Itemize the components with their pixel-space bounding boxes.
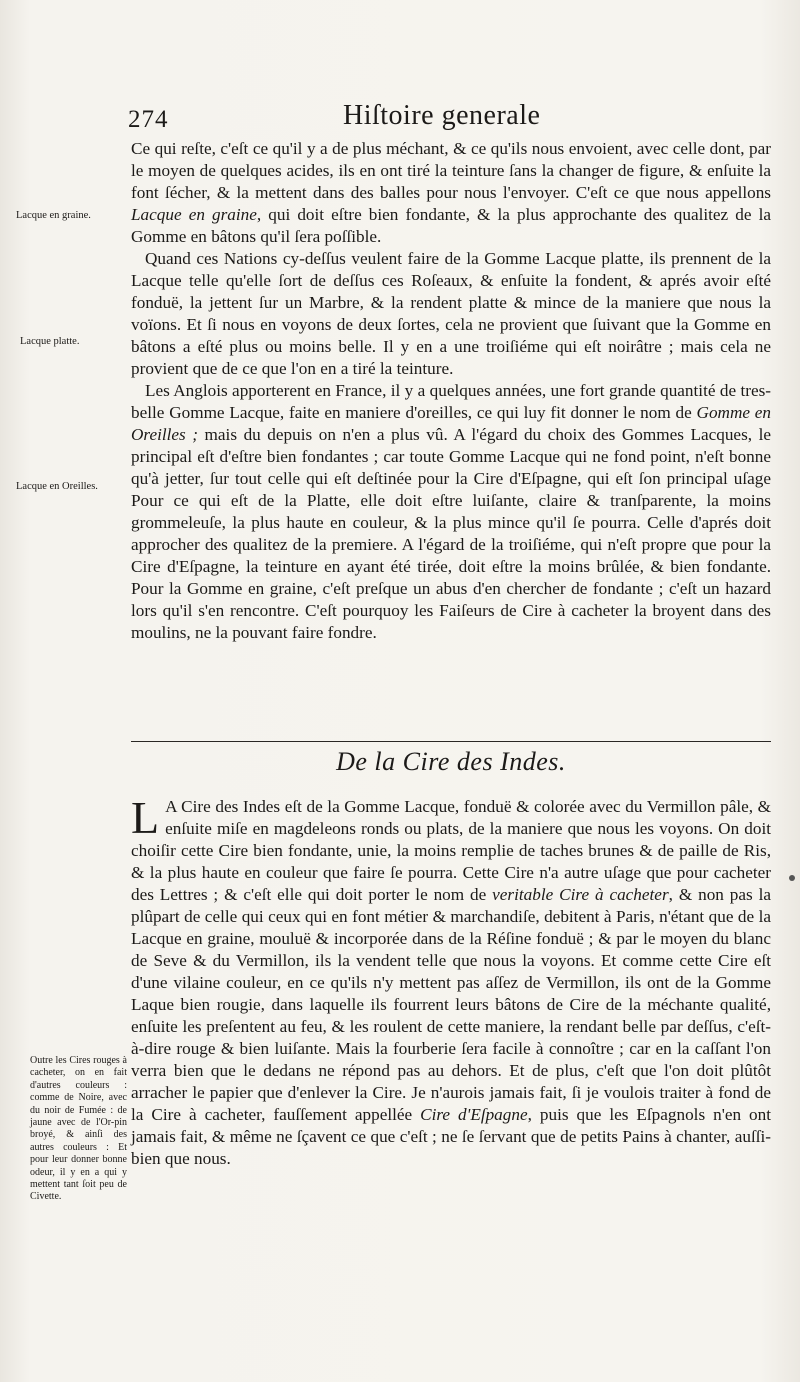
section-gomme-lacque [131,138,771,644]
section-divider [131,741,771,742]
drop-cap: L [131,792,160,843]
page-number: 274 [128,106,169,133]
section-cire-des-indes [131,792,771,1170]
paragraph-cire-des-indes [131,792,771,1170]
emphasis-term: veritable Cire à cacheter [492,885,669,904]
section-heading: De la Cire des Indes. [336,747,566,776]
paragraph-text: A Cire des Indes eſt de la Gomme Lacque, fonduë & colorée avec du Vermillon pâle, & enſuite miſe en magdeleons ronds ou plats, de la maniere que nous les voyons. On doit choiſir cette Cire bien fondante, unie, la moins remplie de taches brunes & de paille de Ris, & la plus haute en couleur que faire ſe pourra. Cette Cire n'a autre uſage que pour cacheter des Lettres ; & c'eſt elle qui doit porter le nom de [131,797,771,904]
emphasis-term: Gomme en Oreilles ; [131,403,772,444]
paper-speck [789,875,795,881]
paragraph-text: , qui doit eſtre bien fondante, & la plus approchante des qualitez de la Gomme en bâtons qu'il ſera poſſible. [131,205,771,246]
paragraph-lacque-en-graine [131,138,771,248]
paragraph-text: , puis que les Eſpagnols n'en ont jamais fait, & même ne ſçavent ce que c'eſt ; ne ſe ſervant que de petits Pains à chanter, auſſi-bien que nous. [131,1105,771,1168]
running-head [128,100,768,136]
paragraph-text: Les Anglois apporterent en France, il y a quelques années, une fort grande quantité de tres-belle Gomme Lacque, faite en maniere d'oreilles, ce qui luy fit donner le nom de [131,381,771,422]
emphasis-term: Lacque en graine [131,205,257,224]
margin-note-lacque-en-graine: Lacque en graine. [16,210,91,221]
paragraph-text: Ce qui reſte, c'eſt ce qu'il y a de plus méchant, & ce qu'ils nous envoient, avec celle dont, par le moyen de quelques acides, ils en ont tiré la teinture ſans la changer de figure, & enſuite la font ſécher, & la mettent dans des balles pour nous l'envoyer. C'eſt ce que nous appellons [131,139,771,202]
margin-note-lacque-en-oreilles: Lacque en Oreilles. [16,481,98,492]
paragraph-text: , & non pas la plûpart de celle qui ceux qui en font métier & marchandiſe, debitent à Paris, n'étant que de la Lacque en graine, mouluë & incorporée dans de la Réſine fonduë ; & par le moyen du blanc de Seve & du Vermillon, ils la vendent telle que nous la voyons. Et comme cette Cire eſt d'une vilaine couleur, en ce qu'ils n'y mettent pas aſſez de Vermillon, ils ont de la Gomme Laque bien rougie, dans laquelle ils fourrent leurs bâtons de Cire de la méchante qualité, enſuite les preſentent au feu, & les roulent de cette maniere, la rendant belle par deſſus, c'eſt-à-dire rouge & bien luiſante. Mais la fourberie ſera facile à connoître ; car en la caſſant l'on verra bien que le dedans ne répond pas au dehors. Et de plus, c'eſt que l'on doit plûtôt arracher le papier que d'enlever la Cire. Je n'aurois jamais fait, ſi je voulois traiter à fond de la Cire à cacheter, fauſſement appellée [131,885,771,1124]
margin-note-lacque-platte: Lacque platte. [20,336,80,347]
paragraph-gomme-en-oreilles [131,380,771,644]
paragraph-lacque-platte: Quand ces Nations cy-deſſus veulent faire de la Gomme Lacque platte, ils prennent de la Lacque telle qu'elle ſort de deſſus ces Roſeaux, & enſuite la fondent, & aprés avoir eſté fonduë, la jettent ſur un Marbre, & la rendent platte & mince de la maniere que nous la voïons. Et ſi nous en voyons de deux ſortes, cela ne provient que ſuivant que la Gomme en bâtons a eſté plus ou moins belle. Il y en a une troiſiéme qui eſt noirâtre ; mais cela ne provient que de ce que l'on en a tiré la teinture. [131,249,771,378]
running-title: Hiſtoire generale [343,100,541,131]
paragraph-text: mais du depuis on n'en a plus vû. A l'égard du choix des Gommes Lacques, le principal eſt d'eſtre bien fondantes ; car toute Gomme Lacque qui ne fond point, n'eſt bonne qu'à jetter, ſur tout celle qui eſt deſtinée pour la Cire d'Eſpagne, qui eſt ſon principal uſage Pour ce qui eſt de la Platte, elle doit eſtre luiſante, claire & tranſparente, la moins grommeleuſe, la plus haute en couleur, & la plus mince qu'il ſe pourra. Celle d'aprés doit approcher des qualitez de la premiere. A l'égard de la troiſiéme, qui n'eſt propre que pour la Cire d'Eſpagne, la teinture en ayant été tirée, doit eſtre la moins brûlée, & bien fondante. Pour la Gomme en graine, c'eſt preſque un abus d'en chercher de fondante ; c'eſt un hazard lors qu'il s'en rencontre. C'eſt pourquoy les Faiſeurs de Cire à cacheter la broyent dans des moulins, ne la pouvant faire fondre. [131,425,771,642]
emphasis-term: Cire d'Eſpagne [420,1105,528,1124]
margin-note-cires-couleurs: Outre les Cires rouges à cacheter, on en fait d'autres couleurs : comme de Noire, avec du noir de Fumée : de jaune avec de l'Or-pin broyé, & ainſi des autres couleurs : Et pour leur donner bonne odeur, il y en a qui y mettent tant ſoit peu de Civette. [30,1055,127,1203]
